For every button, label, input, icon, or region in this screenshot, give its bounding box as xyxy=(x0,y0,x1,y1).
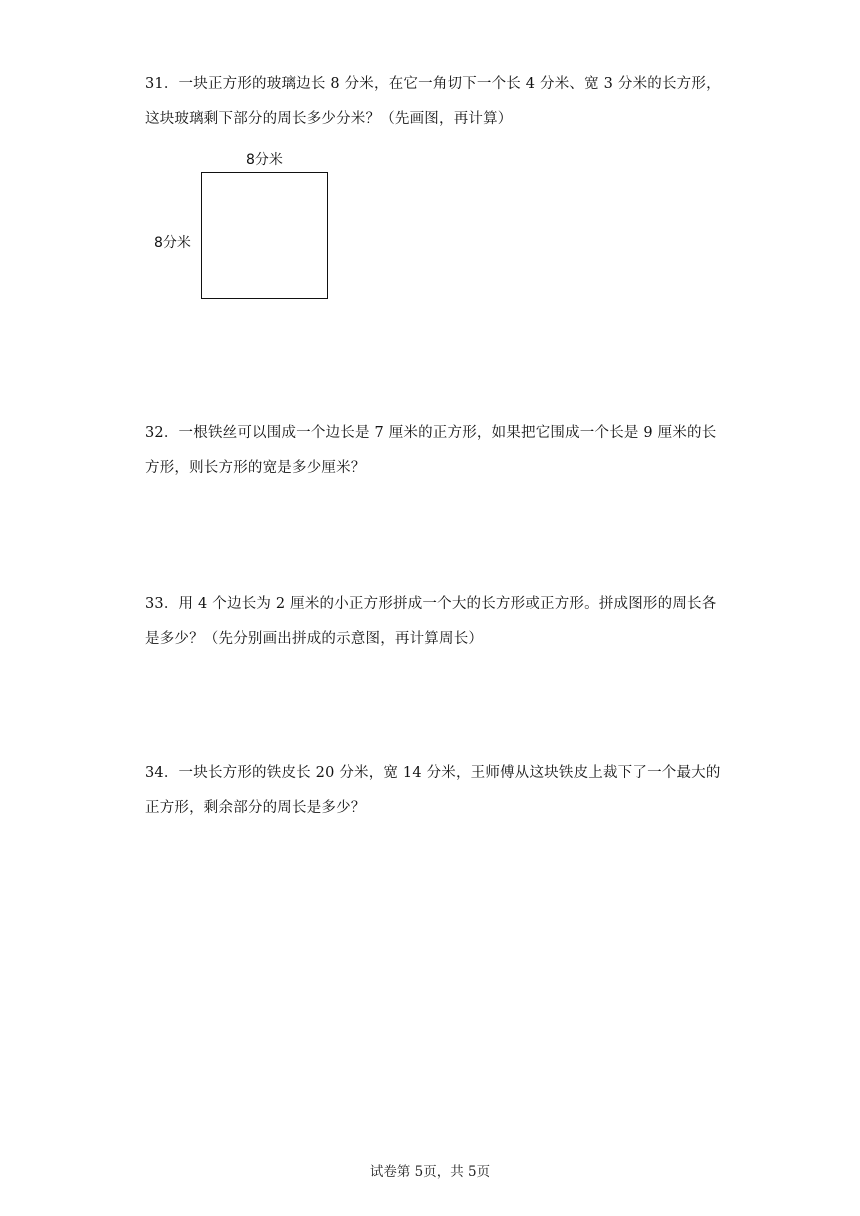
question-33-line-1: 33．用 4 个边长为 2 厘米的小正方形拼成一个大的长方形或正方形。拼成图形的周长各 xyxy=(145,596,717,612)
question-31 xyxy=(145,67,725,137)
square-outline xyxy=(201,172,328,299)
question-32-line-2: 方形，则长方形的宽是多少厘米？ xyxy=(145,460,366,476)
question-32 xyxy=(145,416,725,486)
question-31-line-1: 31．一块正方形的玻璃边长 8 分米，在它一角切下一个长 4 分米、宽 3 分米的长方形， xyxy=(145,76,721,92)
square-top-dimension-label: 8分米 xyxy=(246,152,283,168)
question-34 xyxy=(145,756,725,826)
question-32-line-1: 32．一根铁丝可以围成一个边长是 7 厘米的正方形，如果把它围成一个长是 9 厘米的长 xyxy=(145,425,717,441)
question-34-line-1: 34．一块长方形的铁皮长 20 分米，宽 14 分米，王师傅从这块铁皮上裁下了一个最大的 xyxy=(145,765,721,781)
question-34-line-2: 正方形，剩余部分的周长是多少？ xyxy=(145,800,366,816)
question-33 xyxy=(145,587,725,657)
question-33-line-2: 是多少？（先分别画出拼成的示意图，再计算周长） xyxy=(145,631,484,647)
question-31-line-2: 这块玻璃剩下部分的周长多少分米？（先画图，再计算） xyxy=(145,111,513,127)
square-side-dimension-label: 8分米 xyxy=(154,235,191,251)
page-footer: 试卷第 5页，共 5页 xyxy=(369,1164,491,1180)
